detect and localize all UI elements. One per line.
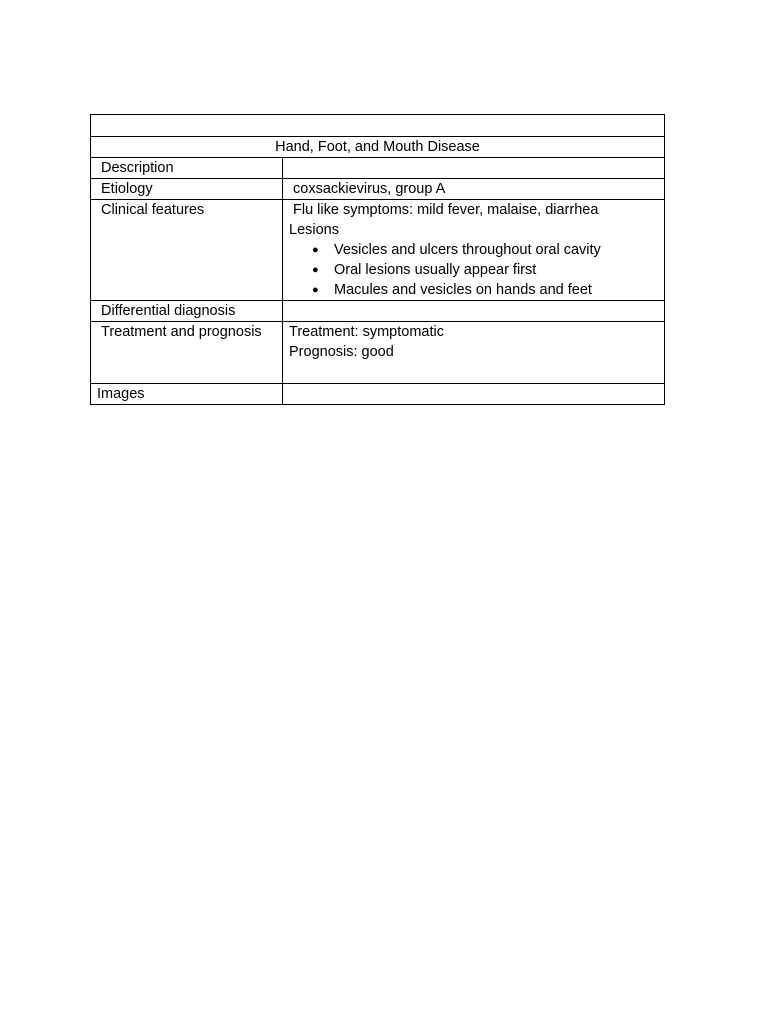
table-header-blank-row: [91, 115, 665, 137]
table-row-treatment-prognosis: [91, 322, 665, 384]
table-row-etiology: [91, 179, 665, 200]
row-label-treatment-prognosis: Treatment and prognosis: [91, 322, 283, 384]
lesions-heading: Lesions: [289, 222, 339, 238]
row-label-description: Description: [91, 158, 283, 179]
bullet-icon: ●: [312, 284, 319, 296]
table-row-images: [91, 384, 665, 405]
bullet-icon: ●: [312, 244, 319, 256]
row-label-differential-diagnosis: Differential diagnosis: [91, 301, 283, 322]
clinical-intro: Flu like symptoms: mild fever, malaise, diarrhea: [293, 202, 599, 218]
table-title: Hand, Foot, and Mouth Disease: [91, 137, 665, 158]
disease-table: [90, 114, 665, 405]
row-label-clinical-features: Clinical features: [91, 200, 283, 301]
row-label-images: Images: [91, 384, 283, 405]
table-title-row: [91, 137, 665, 158]
bullet-icon: ●: [312, 264, 319, 276]
row-label-etiology: Etiology: [91, 179, 283, 200]
prognosis-line: Prognosis: good: [289, 344, 394, 360]
table-row-description: [91, 158, 665, 179]
row-value-description: [283, 158, 665, 179]
list-item: ● Vesicles and ulcers throughout oral cavity: [312, 242, 601, 258]
table-row-differential-diagnosis: [91, 301, 665, 322]
row-value-differential-diagnosis: [283, 301, 665, 322]
lesions-list: [289, 240, 658, 300]
list-item: ● Oral lesions usually appear first: [312, 262, 537, 278]
row-value-treatment-prognosis: [283, 322, 665, 384]
row-value-clinical-features: [283, 200, 665, 301]
blank-cell: [91, 115, 665, 137]
row-value-images: [283, 384, 665, 405]
table-row-clinical-features: [91, 200, 665, 301]
row-value-etiology: coxsackievirus, group A: [283, 179, 665, 200]
treatment-line: Treatment: symptomatic: [289, 324, 444, 340]
list-item: ● Macules and vesicles on hands and feet: [312, 282, 592, 298]
